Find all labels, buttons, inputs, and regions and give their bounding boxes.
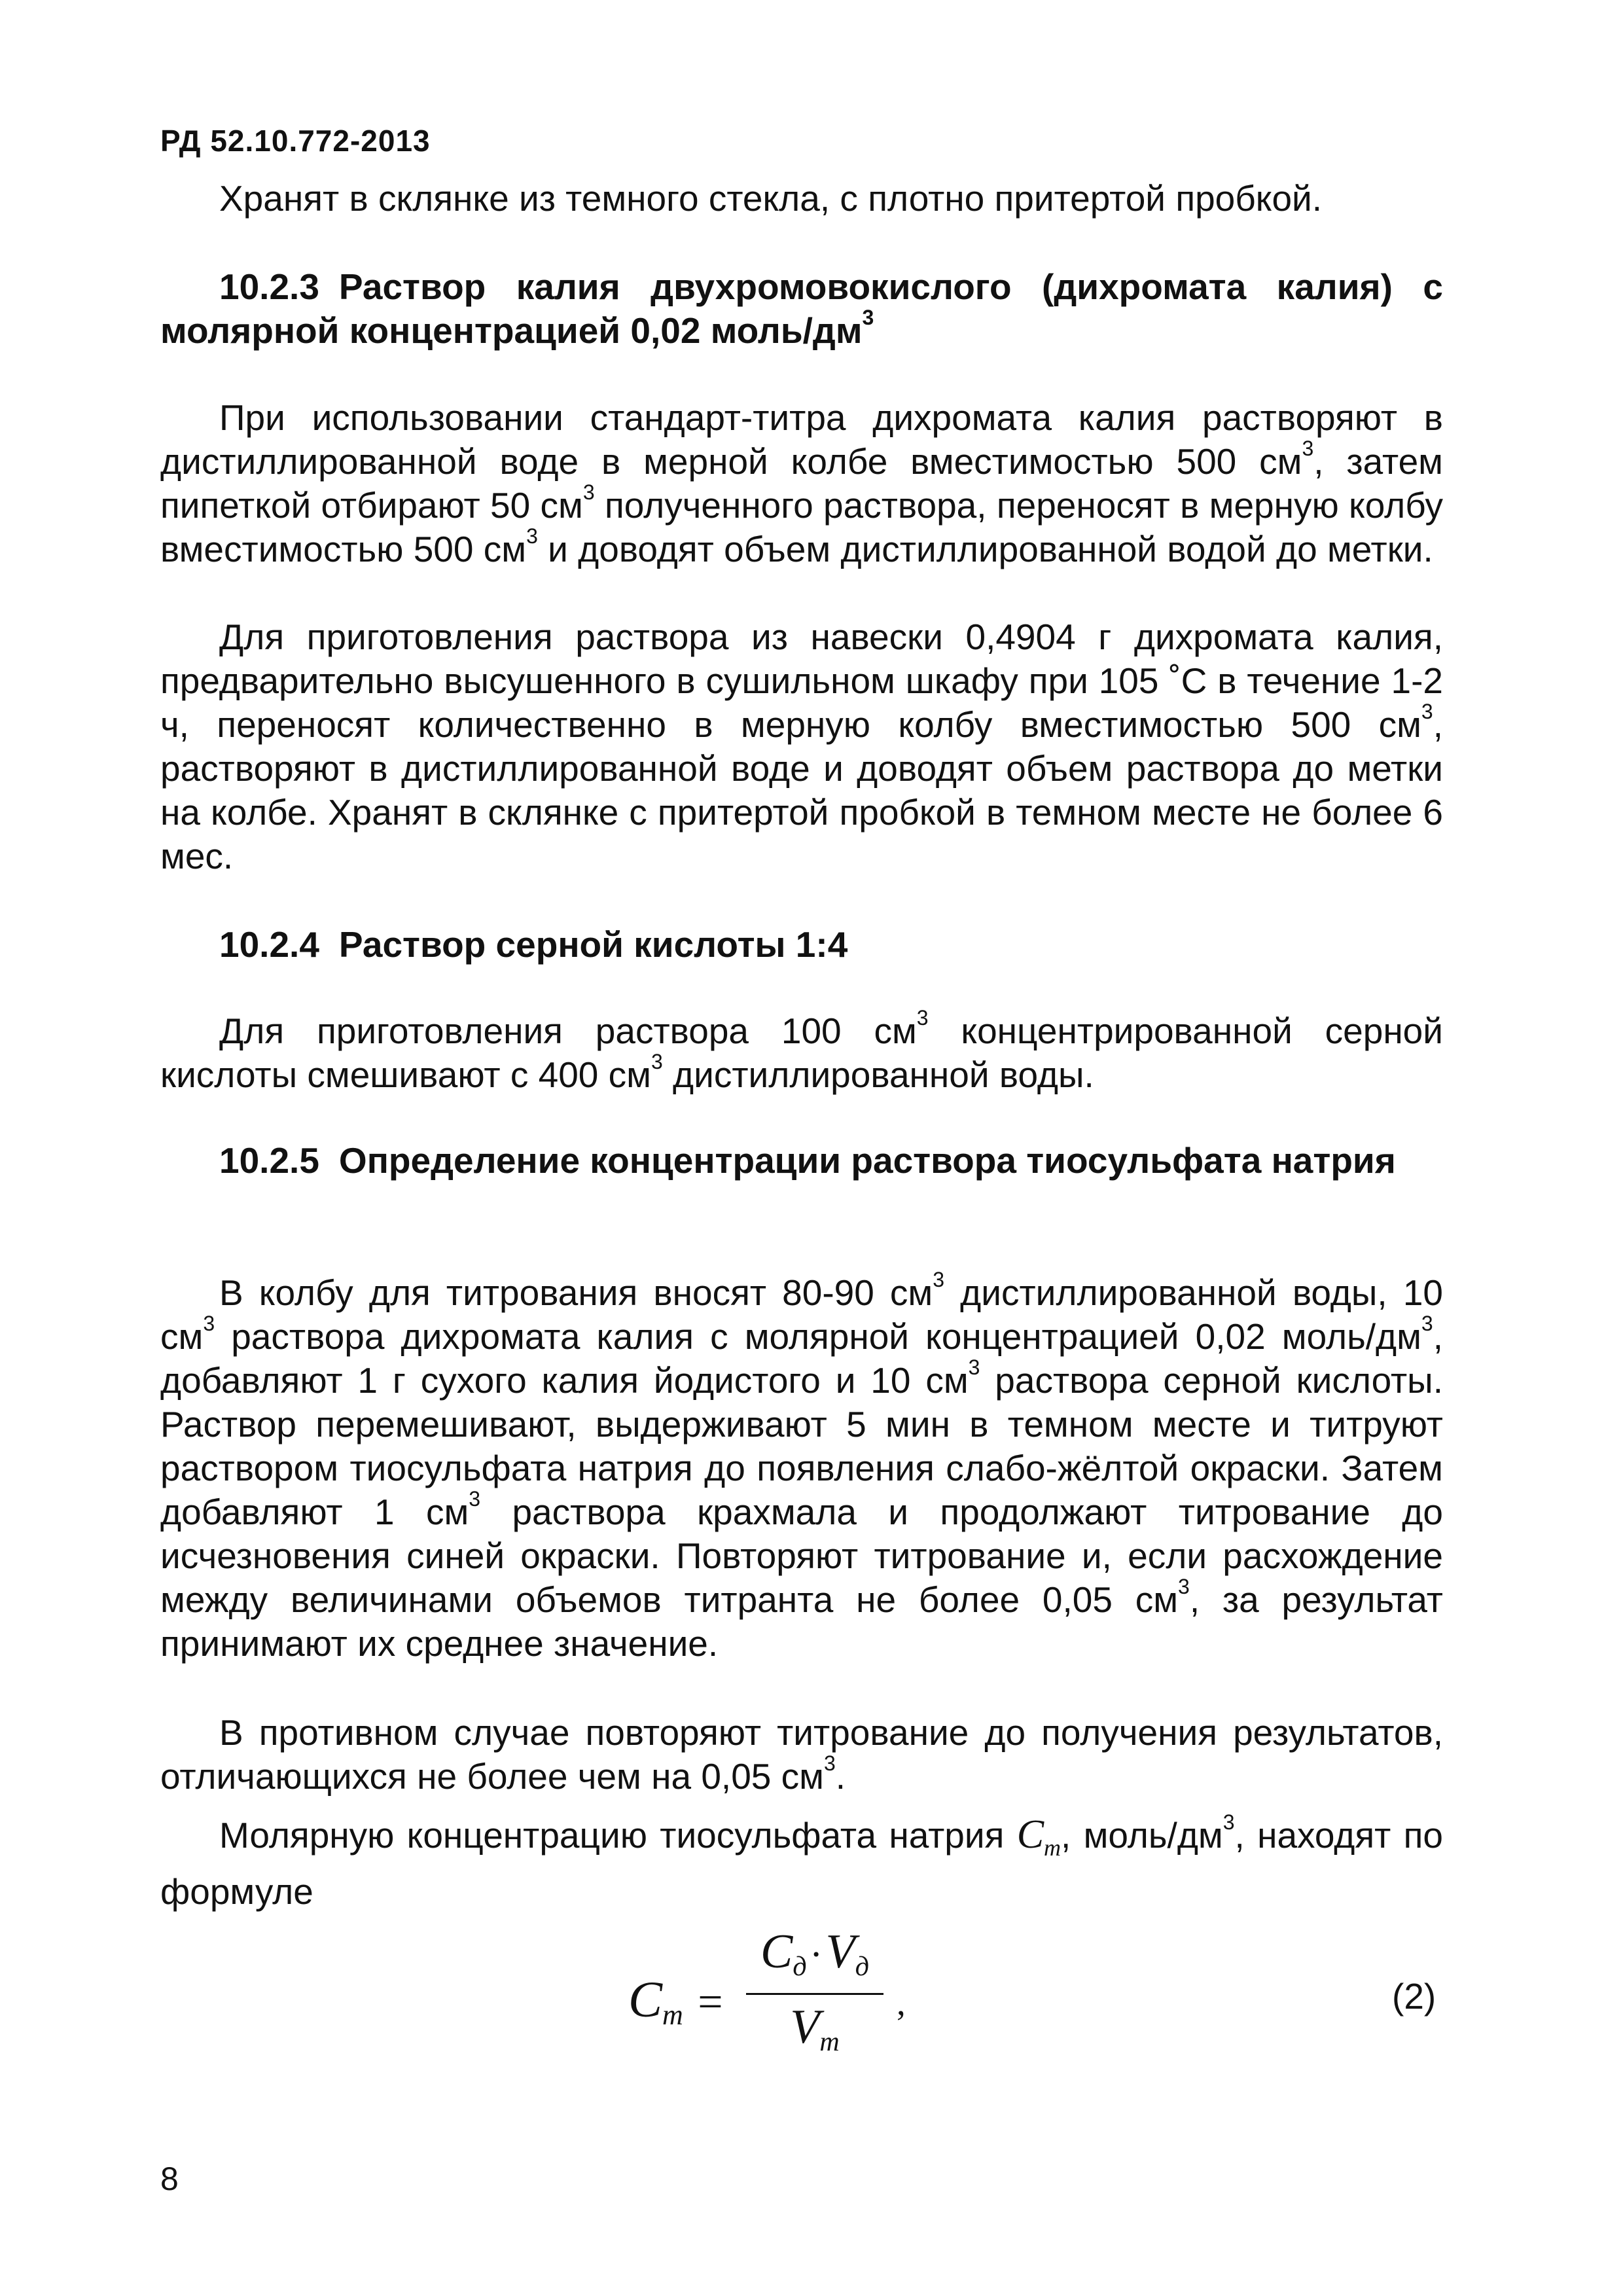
formula-denominator: Vm: [790, 2000, 840, 2057]
unit-superscript: 3: [862, 306, 874, 329]
formula-number: (2): [1392, 1976, 1436, 2017]
paragraph-standard-titer: При использовании стандарт-титра дихромата калия растворяют в дистиллированной воде в мерной колбе вместимостью 500 $см^3$, затем пипеткой отбирают 50 $см^3$ полученного раствора, переносят в мерную колбу вместимостью 500 $см^3$ и доводят объем дистиллированной водой до метки.: [160, 397, 1443, 569]
formula-numerator: Cд · Vд: [760, 1925, 869, 1982]
formula-sub-m: m: [662, 1999, 683, 2031]
section-heading-10-2-5: [160, 1139, 1443, 1183]
symbol-subscript-m: m: [1044, 1835, 1061, 1861]
paragraph-storage: [160, 177, 1443, 221]
formula-C: C: [628, 1971, 663, 2028]
section-heading-10-2-4: [160, 923, 1443, 967]
paragraph-sulfuric-acid: Для приготовления раствора 100 $см^3$ концентрированной серной кислоты смешивают с 400 $см^3$ дистиллированной воды.: [160, 1006, 1443, 1095]
page-number: 8: [160, 2161, 179, 2197]
section-title: Определение концентрации раствора тиосульфата натрия: [338, 1140, 1396, 1181]
document-code: РД 52.10.772-2013: [160, 124, 431, 158]
section-title: Раствор серной кислоты 1:4: [338, 924, 848, 965]
paragraph-repeat-titration: В противном случае повторяют титрование до получения результатов, отличающихся не более чем на 0,05 $см^3$.: [160, 1712, 1443, 1797]
paragraph-text: Хранят в склянке из темного стекла, с плотно притертой пробкой.: [219, 178, 1323, 219]
paragraph-molar-concentration: Молярную концентрацию тиосульфата натрия $C_m$, моль/$дм^3$, находят по формуле: [160, 1810, 1444, 1912]
symbol-C: C: [1016, 1812, 1044, 1857]
section-number: 10.2.4: [219, 924, 319, 965]
section-title: Раствор калия двухромовокислого (дихромата калия) с молярной концентрацией 0,02 моль/дм: [160, 266, 1443, 351]
formula-molar-concentration: [628, 1924, 995, 2068]
paragraph-weighed-sample: Для приготовления раствора из навески 0,4904 г дихромата калия, предварительно высушенного в сушильном шкафу при 105 ˚С в течение 1-2 ч, переносят количественно в мерную колбу вместимостью 500 $см^3$, растворяют в дистиллированной воде и доводят объем раствора до метки на колбе. Хранят в склянке с притертой пробкой в темном месте не более 6 мес.: [160, 617, 1443, 876]
paragraph-titration-procedure: В колбу для титрования вносят 80-90 $см^3$ дистиллированной воды, 10 $см^3$ раствора дихромата калия с молярной концентрацией 0,02 моль/$дм^3$, добавляют 1 г сухого калия йодистого и 10 $см^3$ раствора серной кислоты. Раствор перемешивают, выдерживают 5 мин в темном месте и титруют раствором тиосульфата натрия до появления слабо-жёлтой окраски. Затем добавляют 1 $см^3$ раствора крахмала и продолжают титрование до исчезновения синей окраски. Повторяют титрование и, если расхождение между величинами объемов титранта не более 0,05 $см^3$, за результат принимают их среднее значение.: [160, 1268, 1444, 1664]
fraction-bar: [746, 1993, 883, 1995]
section-heading-10-2-3: [160, 265, 1443, 353]
section-number: 10.2.5: [219, 1140, 319, 1181]
section-number: 10.2.3: [219, 266, 319, 307]
formula-comma: ,: [897, 1982, 906, 2022]
formula-equals: =: [698, 1977, 723, 2026]
